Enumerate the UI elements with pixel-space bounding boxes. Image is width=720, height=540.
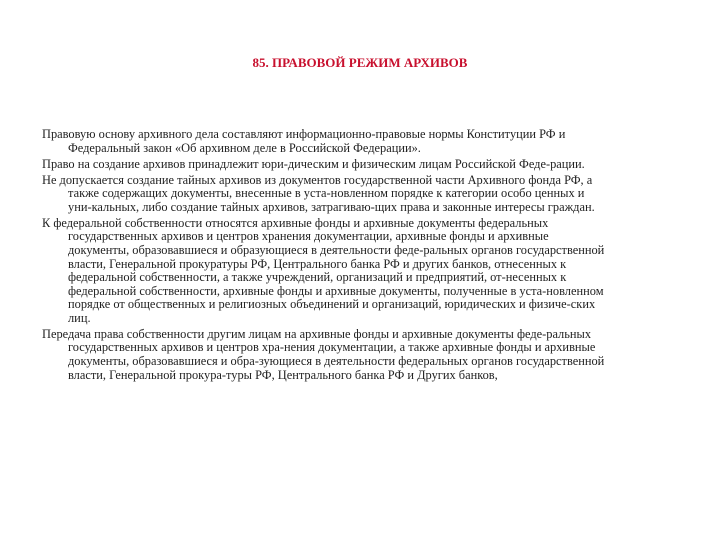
text-line: государственных архивов и центров хранения документации, архивные фонды и архивные — [68, 229, 549, 244]
text-line: Не допускается создание тайных архивов из документов государственной части Архивного фонда РФ, а — [42, 172, 593, 187]
paragraph — [42, 128, 692, 155]
paragraph — [42, 328, 692, 382]
paragraph — [42, 174, 692, 215]
text-line: государственных архивов и центров хра-нения документации, а также архивные фонды и архивные — [68, 340, 596, 355]
page-title: 85. ПРАВОВОЙ РЕЖИМ АРХИВОВ — [252, 55, 468, 70]
text-line: власти, Генеральной прокура-туры РФ, Центрального банка РФ и Других банков, — [68, 367, 498, 382]
text-line: Федеральный закон «Об архивном деле в Российской Федерации». — [68, 140, 421, 155]
text-line: К федеральной собственности относятся архивные фонды и архивные документы федеральных — [42, 215, 549, 230]
document-body — [42, 128, 692, 385]
text-line: федеральной собственности, а также учреждений, организаций и предприятий, от-несенных к — [68, 270, 567, 285]
text-line: документы, образовавшиеся и обра-зующиеся в деятельности федеральных органов государственной — [68, 354, 605, 369]
text-line: Право на создание архивов принадлежит юри-дическим и физическим лицам Российской Феде-рации. — [42, 156, 585, 171]
text-line: уни-кальных, либо создание тайных архивов, затрагиваю-щих права и законные интересы граждан. — [68, 199, 595, 214]
text-line: лиц. — [68, 310, 91, 325]
text-line: порядке от общественных и религиозных объединений и организаций, юридических и физиче-ских — [68, 297, 596, 312]
text-line: Передача права собственности другим лицам на архивные фонды и архивные документы феде-ральных — [42, 326, 592, 341]
text-line: Правовую основу архивного дела составляют информационно-правовые нормы Конституции РФ и — [42, 127, 566, 141]
text-line: документы, образовавшиеся и образующиеся в деятельности феде-ральных органов государственной — [68, 242, 605, 257]
text-line: федеральной собственности, архивные фонды и архивные документы, полученные в уста-новленном — [68, 283, 604, 298]
paragraph — [42, 217, 692, 326]
paragraph — [42, 158, 692, 172]
text-line: также содержащих документы, внесенные в уста-новленном порядке к категории особо ценных и — [68, 186, 585, 201]
text-line: власти, Генеральной прокуратуры РФ, Центрального банка РФ и других банков, отнесенных к — [68, 256, 567, 271]
